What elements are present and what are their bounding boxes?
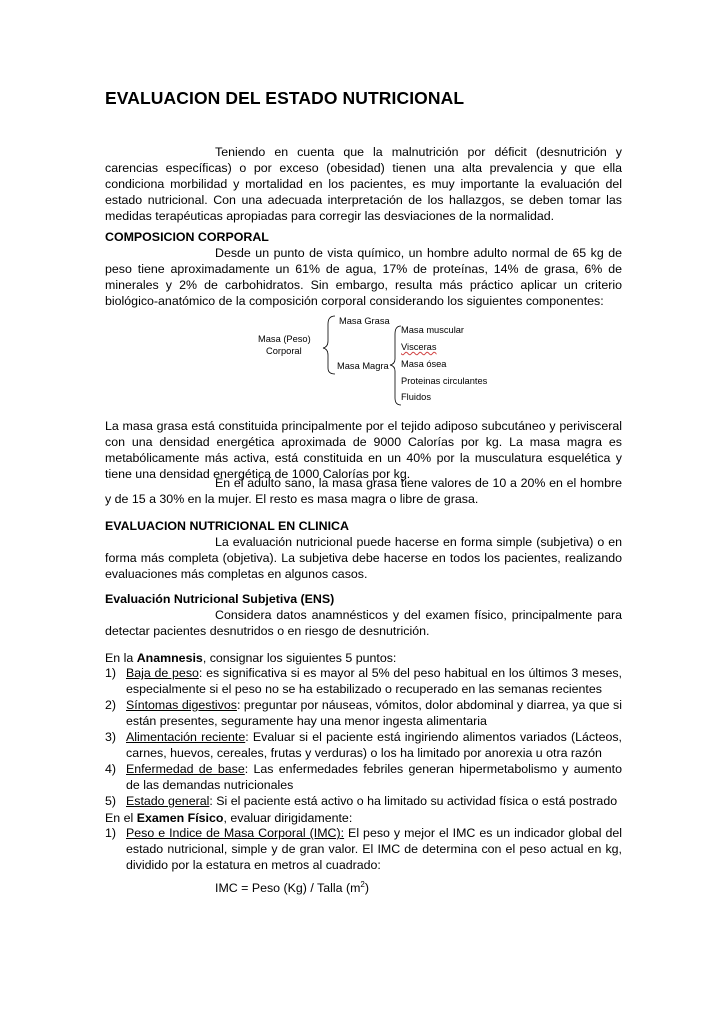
anamnesis-bold: Anamnesis	[136, 651, 203, 665]
diagram-root-line1: Masa (Peso)	[258, 334, 311, 344]
document-title: EVALUACION DEL ESTADO NUTRICIONAL	[105, 88, 465, 108]
item-number: 1)	[105, 826, 117, 840]
diagram-item-visceras: Visceras	[401, 342, 437, 352]
composicion-text: Desde un punto de vista químico, un hombre adulto normal de 65 kg de peso tiene aproximadamente un 61% de agua, 17% de proteínas, 14% de grasa, 6% de minerales y 2% de carbohidratos. Sin embargo, resulta más práctico aplicar un criterio biológico-anatómico de la composición corporal considerando los siguientes componentes:	[105, 246, 622, 308]
item-term: Enfermedad de base	[126, 762, 245, 776]
diagram-item-masa-muscular: Masa muscular	[401, 325, 465, 335]
anamnesis-intro	[105, 650, 396, 666]
magra-brace	[390, 326, 401, 405]
examen-intro	[105, 810, 352, 826]
list-item	[105, 729, 622, 761]
composition-diagram	[255, 312, 495, 412]
list-item	[105, 761, 622, 793]
masa-grasa-paragraph: La masa grasa está constituida principalmente por el tejido adiposo subcutáneo y perivisceral con una densidad energética aproximada de 9000 Calorías por kg. La masa magra es metabólicamente más activa, está constituida en un 40% por la musculatura esquelética y tiene una densidad energética de 1000 Calorías por kg.	[105, 419, 622, 481]
anamnesis-pre: En la	[105, 651, 137, 665]
item-number: 4)	[105, 762, 117, 776]
formula-text: IMC = Peso (Kg) / Talla (m	[215, 881, 361, 896]
list-item	[105, 697, 622, 729]
list-item	[105, 793, 622, 809]
ens-paragraph	[105, 607, 622, 639]
formula-sup: 2	[360, 880, 365, 889]
ens-heading: Evaluación Nutricional Subjetiva (ENS)	[105, 592, 335, 606]
adulto-text: En el adulto sano, la masa grasa tiene valores de 10 a 20% en el hombre y de 15 a 30% en la mujer. El resto es masa magra o libre de grasa.	[105, 476, 622, 506]
item-term: Alimentación reciente	[126, 730, 246, 744]
diagram-item-fluidos: Fluidos	[401, 392, 431, 402]
item-number: 1)	[105, 666, 117, 680]
diagram-masa-grasa: Masa Grasa	[339, 316, 390, 326]
item-text: : preguntar por náuseas, vómitos, dolor abdominal y diarrea, ya que si están presentes, seguramente hay una menor ingesta alimentaria	[126, 698, 622, 728]
formula-close: )	[364, 881, 369, 896]
item-number: 2)	[105, 698, 117, 712]
main-brace	[323, 316, 335, 374]
composicion-paragraph	[105, 245, 622, 309]
item-text: : Si el paciente está activo o ha limitado su actividad física o está postrado	[209, 794, 618, 808]
ens-text: Considera datos anamnésticos y del examen físico, principalmente para detectar pacientes desnutridos o en riesgo de desnutrición.	[105, 608, 622, 638]
imc-formula	[215, 880, 369, 895]
diagram-masa-magra: Masa Magra	[337, 361, 389, 371]
examen-list	[105, 825, 622, 873]
item-term: Síntomas digestivos	[126, 698, 237, 712]
examen-pre: En el	[105, 811, 137, 825]
examen-bold: Examen Físico	[136, 811, 224, 825]
diagram-item-proteinas: Proteinas circulantes	[401, 376, 488, 386]
adulto-paragraph	[105, 475, 622, 507]
item-term: Estado general	[126, 794, 210, 808]
clinica-heading: EVALUACION NUTRICIONAL EN CLINICA	[105, 519, 349, 533]
anamnesis-list	[105, 665, 622, 809]
composicion-heading: COMPOSICION CORPORAL	[105, 230, 269, 244]
diagram-root-line2: Corporal	[266, 346, 302, 356]
item-term: Peso e Indice de Masa Corporal (IMC):	[126, 826, 345, 840]
item-number: 3)	[105, 730, 117, 744]
item-number: 5)	[105, 794, 117, 808]
diagram-item-masa-osea: Masa ósea	[401, 359, 447, 369]
item-text: : es significativa si es mayor al 5% del peso habitual en los últimos 3 meses, especialmente si el peso no se ha estabilizado o recuperado en las semanas recientes	[126, 666, 622, 696]
clinica-text: La evaluación nutricional puede hacerse en forma simple (subjetiva) o en forma más completa (objetiva). La subjetiva debe hacerse en todos los pacientes, realizando evaluaciones más completas en algunos casos.	[105, 535, 622, 581]
item-text: : Las enfermedades febriles generan hipermetabolismo y aumento de las demandas nutricionales	[126, 762, 622, 792]
item-text: El peso y mejor el IMC es un indicador global del estado nutricional, simple y de gran valor. El IMC de determina con el peso actual en kg, dividido por la estatura en metros al cuadrado:	[126, 826, 623, 872]
list-item	[105, 825, 622, 873]
item-term: Baja de peso	[126, 666, 199, 680]
intro-paragraph	[105, 144, 622, 224]
item-text: : Evaluar si el paciente está ingiriendo alimentos variados (Lácteos, carnes, huevos, cereales, frutas y verduras) o los ha limitado por anorexia u otra razón	[126, 730, 622, 760]
anamnesis-post: , consignar los siguientes 5 puntos:	[202, 651, 397, 665]
examen-post: , evaluar dirigidamente:	[223, 811, 353, 825]
list-item	[105, 665, 622, 697]
clinica-paragraph	[105, 534, 622, 582]
intro-text: Teniendo en cuenta que la malnutrición por déficit (desnutrición y carencias específicas) o por exceso (obesidad) tienen una alta prevalencia y que ella condiciona morbilidad y mortalidad en los pacientes, es muy importante la evaluación del estado nutricional. Con una adecuada interpretación de los hallazgos, se deben tomar las medidas terapéuticas apropiadas para corregir las desviaciones de la normalidad.	[105, 145, 622, 223]
